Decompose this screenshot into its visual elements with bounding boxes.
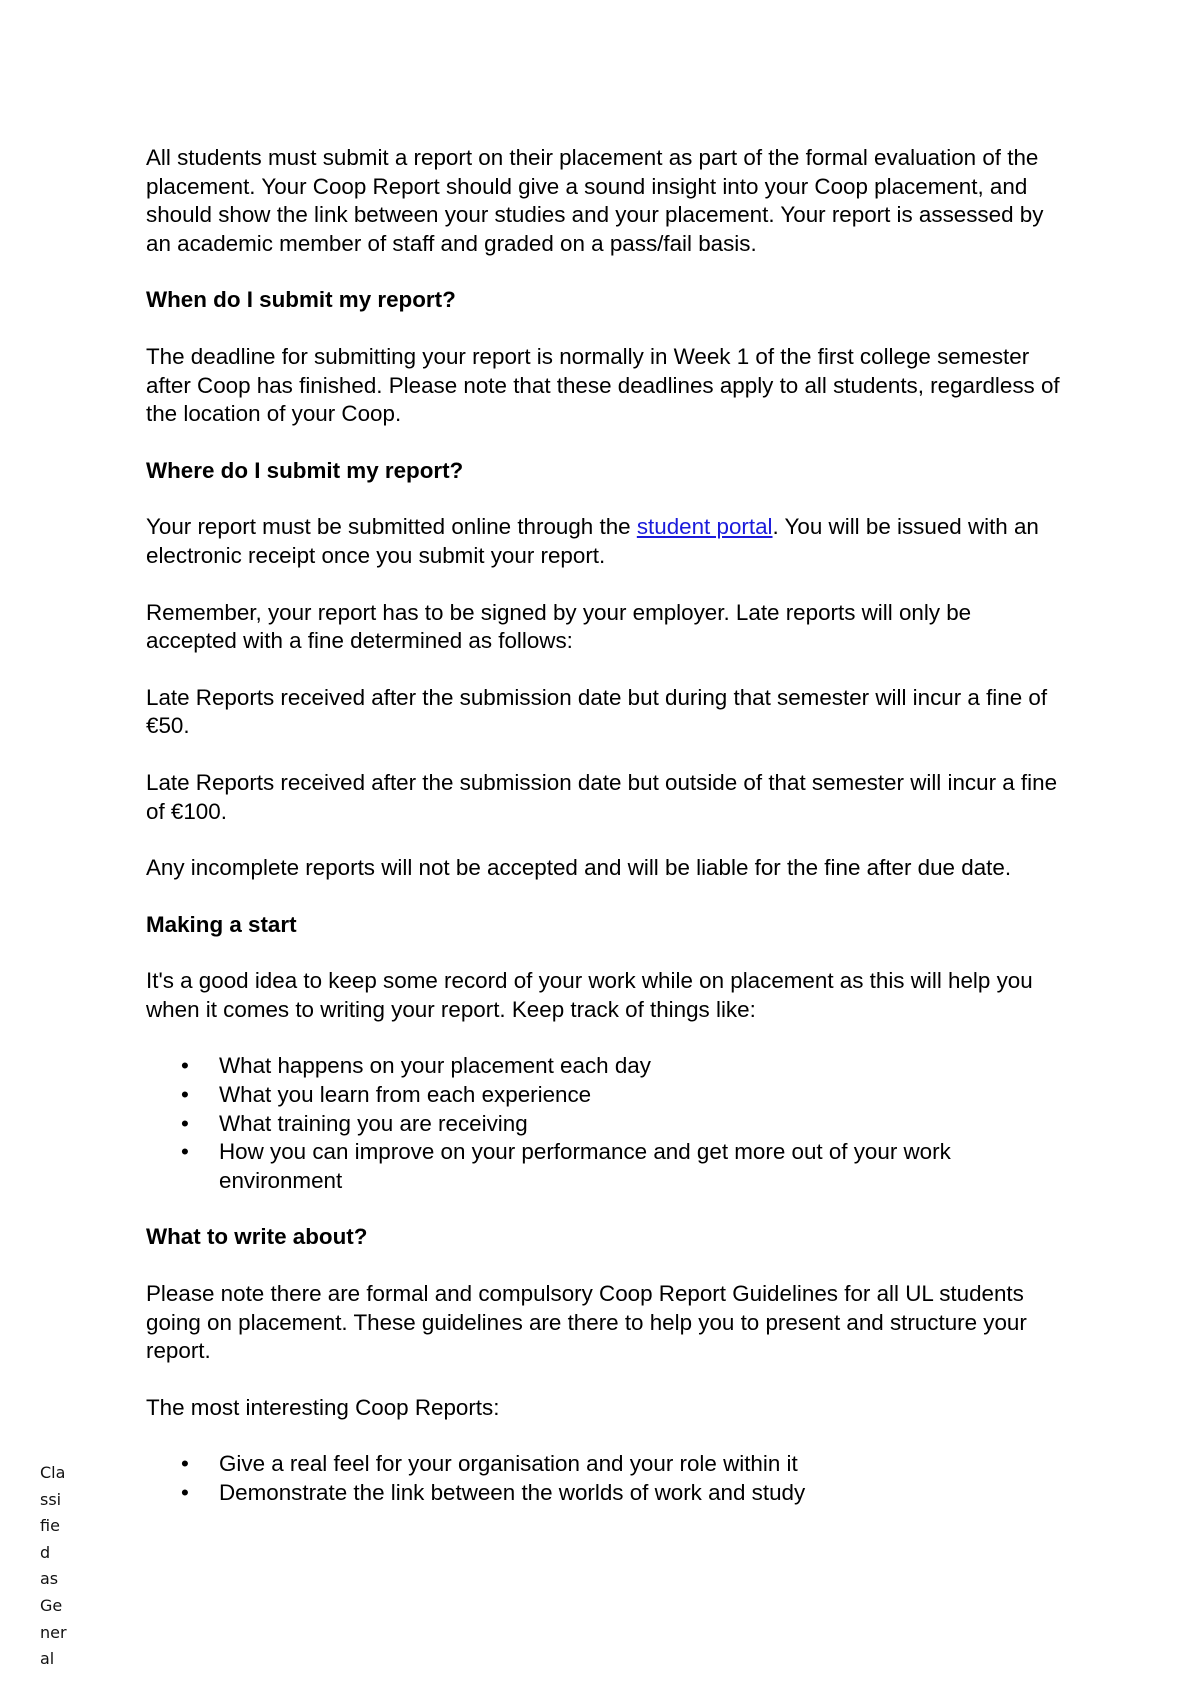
classification-line: ner — [40, 1622, 67, 1642]
when-heading: When do I submit my report? — [146, 287, 456, 313]
interesting-reports-lead: The most interesting Coop Reports: — [146, 1394, 500, 1420]
list-item: • What happens on your placement each day — [219, 1052, 1066, 1081]
submission-paragraph — [146, 513, 1066, 570]
making-start-heading: Making a start — [146, 911, 297, 937]
what-to-write-heading: What to write about? — [146, 1224, 368, 1250]
classification-line: ssi — [40, 1489, 62, 1509]
record-keeping-list — [146, 1052, 1066, 1195]
fine-paragraph-2: Late Reports received after the submission date but outside of that semester will incur a fine of €100. — [146, 769, 1058, 824]
list-item: • What training you are receiving — [219, 1110, 1066, 1139]
submission-text-before-link: Your report must be submitted online through the — [146, 514, 637, 540]
submission-text-after-link: . You will be issued with an electronic receipt once you submit your report. — [146, 514, 1039, 568]
making-start-paragraph: It's a good idea to keep some record of your work while on placement as this will help you when it comes to writing your report. Keep track of things like: — [146, 968, 1033, 1022]
classification-label — [40, 1460, 74, 1673]
list-item: • How you can improve on your performance and get more out of your work environment — [219, 1138, 1066, 1195]
list-item: • What you learn from each experience — [219, 1081, 1066, 1110]
guidelines-paragraph: Please note there are formal and compulsory Coop Report Guidelines for all UL students going on placement. These guidelines are there to help you to present and structure your report. — [146, 1281, 1027, 1364]
deadline-paragraph: The deadline for submitting your report is normally in Week 1 of the first college semester after Coop has finished. Please note that these deadlines apply to all students, regardless of the location of your Coop. — [146, 343, 1060, 427]
incomplete-paragraph: Any incomplete reports will not be accepted and will be liable for the fine after due date. — [146, 855, 1012, 881]
list-item: • Give a real feel for your organisation and your role within it — [219, 1450, 1066, 1479]
intro-paragraph: All students must submit a report on their placement as part of the formal evaluation of the placement. Your Coop Report should give a sound insight into your Coop placement, and should show the link between your studies and your placement. Your report is assessed by an academic member of staff and graded on a pass/fail basis. — [146, 145, 1044, 256]
fine-paragraph-1: Late Reports received after the submission date but during that semester will incur a fine of €50. — [146, 684, 1048, 739]
classification-line: Cla — [40, 1463, 66, 1482]
interesting-reports-list — [146, 1450, 1066, 1507]
reminder-paragraph: Remember, your report has to be signed by your employer. Late reports will only be accepted with a fine determined as follows: — [146, 599, 972, 654]
classification-line: al — [40, 1649, 55, 1669]
where-heading: Where do I submit my report? — [146, 457, 464, 483]
classification-line: Ge — [40, 1595, 63, 1615]
classification-line: fie — [40, 1516, 60, 1536]
list-item: • Demonstrate the link between the worlds of work and study — [219, 1479, 1066, 1508]
document-body — [146, 144, 1066, 1536]
student-portal-link[interactable]: student portal — [636, 514, 773, 540]
classification-line: d — [40, 1542, 51, 1562]
classification-line: as — [40, 1569, 59, 1589]
